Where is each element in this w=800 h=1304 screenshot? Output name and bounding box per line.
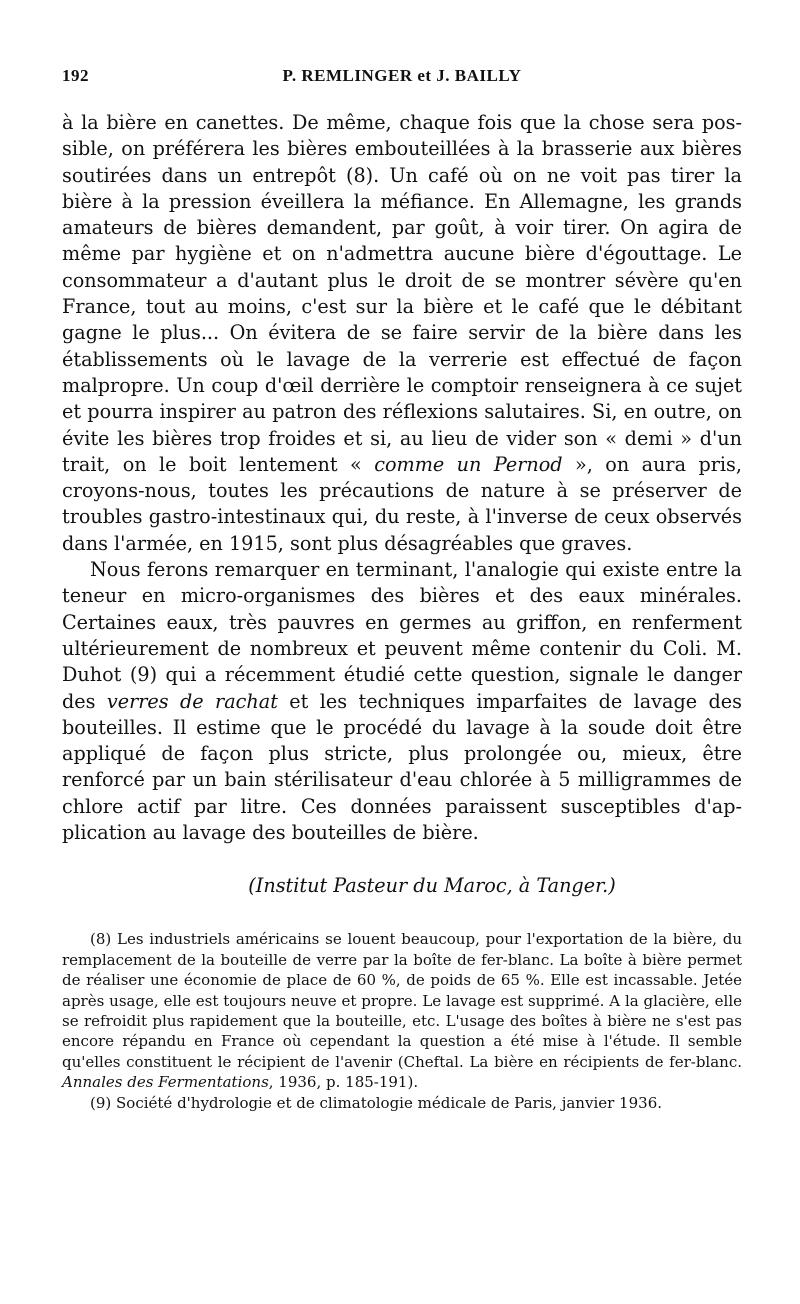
- paragraph-1-text-a: à la bière en canettes. De même, chaque fois que la chose sera possible, on préférera les bières embouteillées à la brasserie aux bières soutirées dans un entrepôt (8). Un café où on ne voit pas tirer la bière à la pression éveillera la méfiance. En Allemagne, les grands amateurs de bières demandent, par goût, à voir tirer. On agira de même par hygiène et on n'admettra aucune bière d'égouttage. Le consommateur a d'autant plus le droit de se montrer sévère qu'en France, tout au moins, c'est sur la bière et le café que le débitant gagne le plus... On évitera de se faire servir de la bière dans les établissements où le lavage de la verrerie est effectué de façon malpropre. Un coup d'œil derrière le comptoir renseignera à ce sujet et pourra inspirer au patron des réflexions salutaires. Si, en outre, on évite les bières trop froides et si, au lieu de vider son « demi » d'un trait, on le boit lentement «: [62, 111, 742, 476]
- paragraph-2-text-b: et les techniques imparfaites de lavage des bouteilles. Il estime que le procédé du lavage à la soude doit être appliqué de façon plus stricte, plus prolongée ou, mieux, être renforcé par un bain stérilisateur d'eau chlorée à 5 milligrammes de chlore actif par litre. Ces données paraissent susceptibles d'application au lavage des bouteilles de bière.: [62, 689, 742, 845]
- footnote-8-text-b: , 1936, p. 185-191).: [268, 1073, 419, 1092]
- footnote-9: (9) Société d'hydrologie et de climatologie médicale de Paris, janvier 1936.: [90, 1093, 662, 1112]
- paragraph-1-italic: comme un Pernod: [374, 452, 563, 476]
- footnote-8: [62, 929, 742, 1092]
- institution-signature: (Institut Pasteur du Maroc, à Tanger.): [248, 874, 616, 898]
- page-header: [62, 60, 742, 90]
- running-head: P. REMLINGER et J. BAILLY: [282, 66, 522, 85]
- footnote-8-text-a: (8) Les industriels américains se louent beaucoup, pour l'exportation de la bière, du remplacement de la bouteille de verre par la boîte de fer-blanc. La boîte à bière permet de réaliser une économie de place de 60 %, de poids de 65 %. Elle est incassable. Jetée après usage, elle est toujours neuve et propre. Le lavage est supprimé. A la glacière, elle se refroidit plus rapidement que la bouteille, etc. L'usage des boîtes à bière ne s'est pas encore répandu en France où cependant la question a été mise à l'étude. Il semble qu'elles constituent le récipient de l'avenir (Cheftal. La bière en récipients de fer-blanc.: [62, 930, 742, 1071]
- paragraph-2-text-a: Nous ferons remarquer en terminant, l'analogie qui existe entre la teneur en micro-organismes des bières et des eaux minérales. Certaines eaux, très pauvres en germes au griffon, en renferment ultérieurement de nombreux et peuvent même contenir du Coli. M. Duhot (9) qui a récemment étudié cette question, signale le danger des: [62, 558, 742, 713]
- page-number: 192: [62, 66, 89, 85]
- footnote-8-italic: Annales des Fermentations: [62, 1073, 269, 1092]
- footnotes: [62, 929, 742, 1113]
- paragraph-2-italic: verres de rachat: [106, 689, 278, 713]
- paragraph-1-text-b: », on aura pris, croyons-nous, toutes les précautions de nature à se préserver de troubles gastro-intestinaux qui, du reste, à l'inverse de ceux observés dans l'armée, en 1915, sont plus désagréables que graves.: [62, 452, 743, 555]
- paragraph-2: [62, 557, 742, 846]
- document-page: [62, 60, 742, 1113]
- body-text: [62, 110, 742, 846]
- paragraph-1: [62, 110, 742, 557]
